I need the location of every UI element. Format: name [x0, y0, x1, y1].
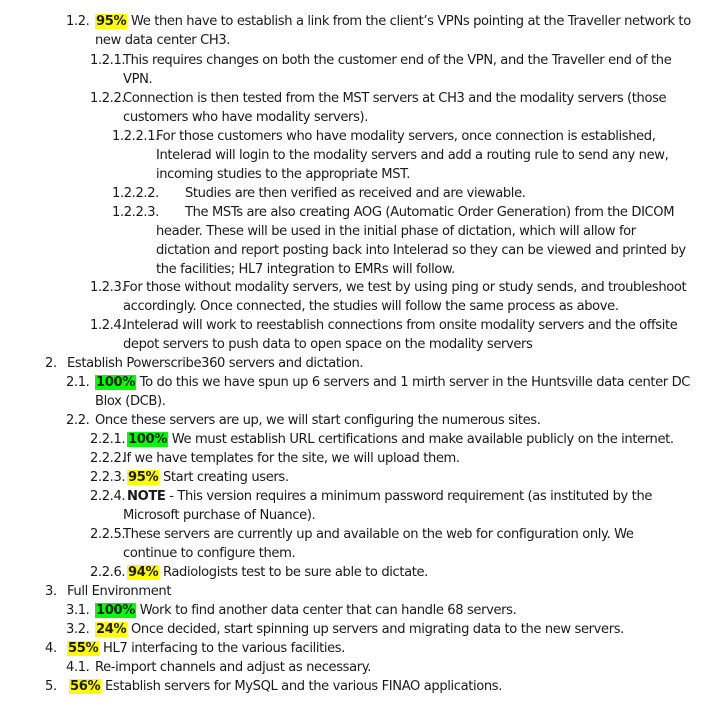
item-text: Re-import channels and adjust as necessary.	[95, 660, 372, 675]
item-number: 3.	[45, 584, 57, 599]
outline-item	[90, 468, 289, 487]
outline-item	[90, 563, 428, 582]
outline-line	[90, 525, 634, 544]
item-text: We then have to establish a link from the client’s VPNs pointing at the Traveller network to	[127, 14, 691, 29]
item-number: 1.2.4.	[90, 318, 126, 333]
item-text: Microsoft purchase of Nuance).	[123, 508, 316, 523]
outline-line	[90, 563, 428, 582]
outline-item	[90, 51, 671, 89]
outline-item	[45, 354, 363, 373]
item-number: 5.	[45, 679, 57, 694]
outline-item	[45, 639, 345, 658]
outline-line	[90, 89, 666, 108]
item-text: HL7 interfacing to the various facilities.	[99, 641, 346, 656]
outline-line	[66, 392, 690, 411]
outline-item	[90, 525, 634, 563]
outline-line	[90, 297, 686, 316]
progress-percent: 24%	[96, 622, 127, 637]
item-text: Work to find another data center that can handle 68 servers.	[135, 603, 517, 618]
outline-line	[66, 12, 691, 31]
outline-item	[90, 89, 666, 127]
outline-line	[90, 51, 671, 70]
item-number: 1.2.2.	[90, 91, 126, 106]
item-text: Full Environment	[67, 584, 172, 599]
item-number: 2.2.4.	[90, 489, 126, 504]
outline-item	[45, 582, 171, 601]
outline-line	[112, 222, 686, 241]
progress-percent: 56%	[70, 679, 101, 694]
item-text: Intelerad will login to the modality servers and add a routing rule to send any new,	[156, 148, 669, 163]
item-number: 4.	[45, 641, 57, 656]
item-text: Studies are then verified as received and are viewable.	[185, 186, 526, 201]
item-text: For those without modality servers, we test by using ping or study sends, and troubleshoot	[123, 280, 687, 295]
outline-line	[45, 354, 363, 373]
item-text: This requires changes on both the customer end of the VPN, and the Traveller end of the	[123, 53, 672, 68]
progress-percent: 100%	[128, 432, 167, 447]
item-text: - This version requires a minimum password requirement (as instituted by the	[165, 489, 653, 504]
item-number: 1.2.2.2.	[112, 186, 159, 201]
item-text: dictation and report posting back into Intelerad so they can be viewed and printed by	[156, 243, 686, 258]
outline-line	[66, 620, 624, 639]
outline-item	[66, 620, 624, 639]
item-text: new data center CH3.	[95, 33, 231, 48]
progress-percent: 100%	[96, 375, 135, 390]
outline-line	[90, 108, 666, 127]
outline-line	[66, 373, 690, 392]
item-text: Connection is then tested from the MST servers at CH3 and the modality servers (those	[123, 91, 667, 106]
item-text: Once decided, start spinning up servers and migrating data to the new servers.	[127, 622, 624, 637]
item-text: The MSTs are also creating AOG (Automatic Order Generation) from the DICOM	[185, 205, 675, 220]
outline-line	[90, 449, 460, 468]
item-number: 1.2.1.	[90, 53, 126, 68]
item-text: customers who have modality servers).	[123, 110, 369, 125]
note-label: NOTE	[127, 489, 166, 504]
item-text: Start creating users.	[159, 470, 289, 485]
outline-item	[66, 373, 690, 411]
item-number: 2.2.5.	[90, 527, 126, 542]
item-text: We must establish URL certifications and make available publicly on the internet.	[167, 432, 674, 447]
item-text: Radiologists test to be sure able to dictate.	[159, 565, 428, 580]
item-text: Blox (DCB).	[95, 394, 166, 409]
outline-line	[112, 127, 668, 146]
outline-line	[112, 146, 668, 165]
progress-percent: 95%	[128, 470, 159, 485]
outline-line	[45, 582, 171, 601]
item-number: 2.	[45, 356, 57, 371]
item-text: header. These will be used in the initial phase of dictation, which will allow for	[156, 224, 636, 239]
outline-line	[112, 203, 686, 222]
outline-line	[45, 639, 345, 658]
outline-line	[90, 468, 289, 487]
item-number: 2.2.2.	[90, 451, 126, 466]
item-number: 3.1.	[66, 603, 90, 618]
progress-percent: 94%	[128, 565, 159, 580]
item-text: If we have templates for the site, we will upload them.	[123, 451, 460, 466]
item-text: depot servers to push data to open space on the modality servers	[123, 337, 533, 352]
outline-line	[112, 165, 668, 184]
item-text: To do this we have spun up 6 servers and 1 mirth server in the Huntsville data center DC	[135, 375, 691, 390]
item-text: VPN.	[123, 72, 153, 87]
item-text: Establish Powerscribe360 servers and dictation.	[67, 356, 364, 371]
item-number: 1.2.2.3.	[112, 205, 159, 220]
item-text: Establish servers for MySQL and the various FINAO applications.	[101, 679, 503, 694]
outline-item	[90, 278, 686, 316]
item-number: 2.1.	[66, 375, 90, 390]
item-text: These servers are currently up and available on the web for configuration only. We	[123, 527, 634, 542]
item-text: incoming studies to the appropriate MST.	[156, 167, 410, 182]
item-number: 2.2.3.	[90, 470, 126, 485]
item-text: Once these servers are up, we will start configuring the numerous sites.	[95, 413, 541, 428]
outline-line	[90, 544, 634, 563]
outline-line	[66, 31, 691, 50]
outline-line	[90, 316, 677, 335]
item-number: 1.2.2.1.	[112, 129, 159, 144]
outline-line	[66, 601, 516, 620]
progress-percent: 95%	[96, 14, 127, 29]
item-number: 2.2.1.	[90, 432, 126, 447]
item-number: 1.2.	[66, 14, 90, 29]
item-text: accordingly. Once connected, the studies will follow the same process as above.	[123, 299, 619, 314]
outline-line	[112, 241, 686, 260]
outline-item	[90, 449, 460, 468]
item-number: 3.2.	[66, 622, 90, 637]
item-text: Intelerad will work to reestablish connections from onsite modality servers and the offsite	[123, 318, 678, 333]
item-number: 1.2.3.	[90, 280, 126, 295]
outline-item	[112, 203, 686, 279]
outline-line	[90, 487, 652, 506]
item-text: the facilities; HL7 integration to EMRs will follow.	[156, 262, 455, 277]
outline-item	[66, 411, 541, 430]
outline-line	[90, 506, 652, 525]
outline-item	[90, 430, 674, 449]
outline-line	[45, 677, 502, 696]
progress-percent: 100%	[96, 603, 135, 618]
item-number: 2.2.	[66, 413, 90, 428]
item-number: 4.1.	[66, 660, 90, 675]
outline-item	[66, 601, 516, 620]
outline-line	[90, 278, 686, 297]
outline-line	[90, 335, 677, 354]
outline-line	[90, 70, 671, 89]
outline-item	[112, 184, 526, 203]
progress-percent: 55%	[68, 641, 99, 656]
outline-line	[66, 411, 541, 430]
item-text: continue to configure them.	[123, 546, 296, 561]
outline-item	[112, 127, 668, 184]
outline-line	[112, 184, 526, 203]
item-text: For those customers who have modality servers, once connection is established,	[156, 129, 656, 144]
item-number: 2.2.6.	[90, 565, 126, 580]
outline-line	[90, 430, 674, 449]
outline-item	[66, 12, 691, 50]
outline-item	[66, 658, 371, 677]
outline-item	[90, 487, 652, 525]
outline-line	[66, 658, 371, 677]
outline-item	[90, 316, 677, 354]
outline-line	[112, 260, 686, 279]
outline-item	[45, 677, 502, 696]
